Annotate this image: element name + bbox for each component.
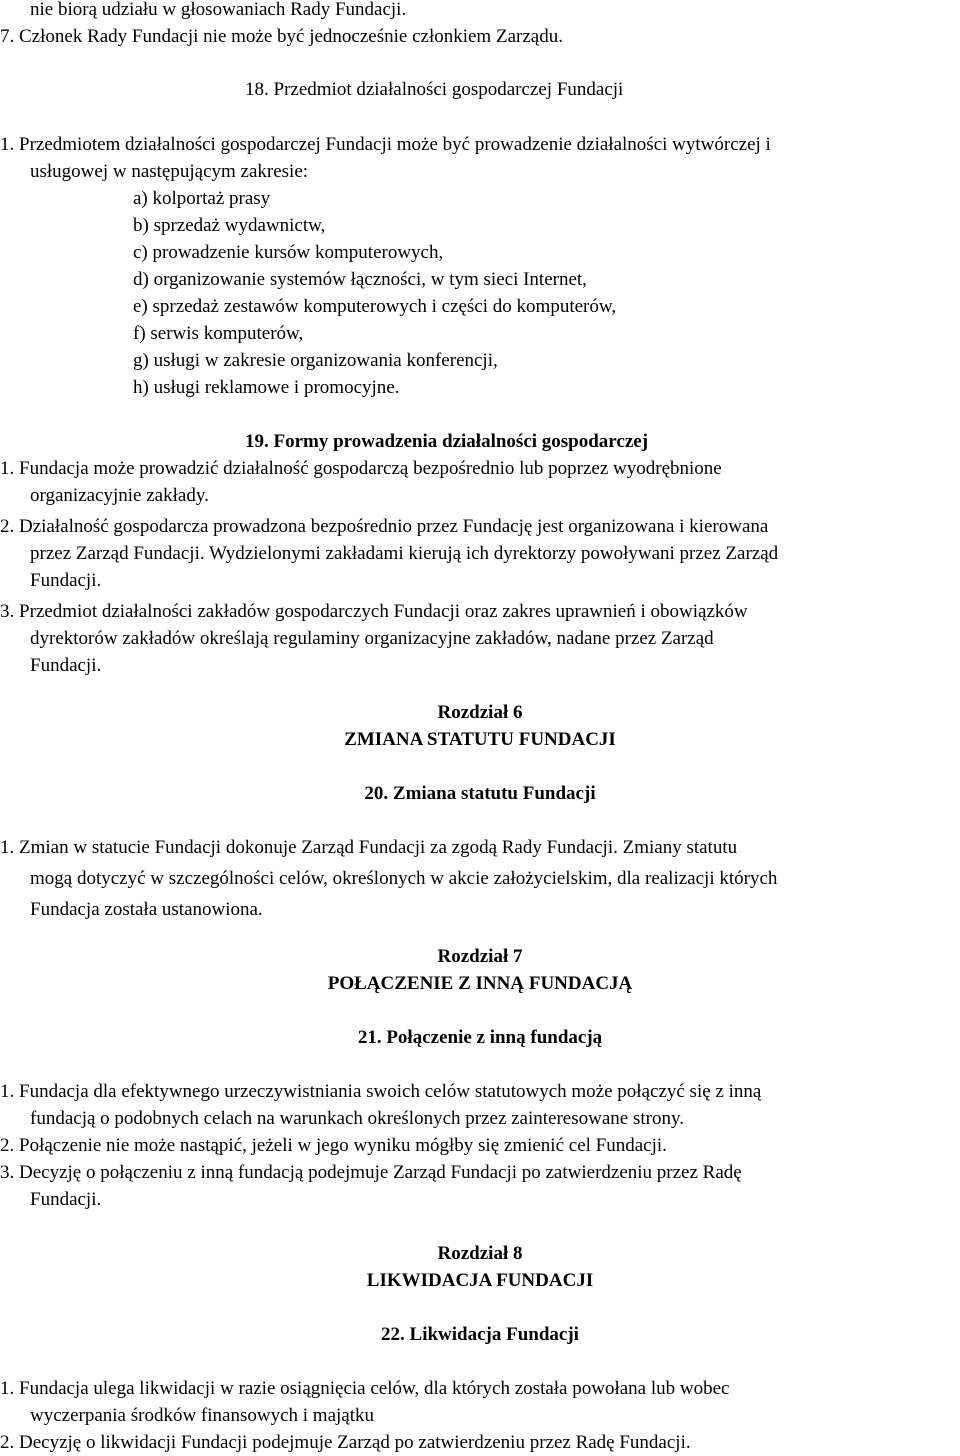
text-line: 3. Decyzję o połączeniu z inną fundacją podejmuje Zarząd Fundacji po zatwierdzeniu przez Radę [0,1162,742,1183]
text-line: 2. Decyzję o likwidacji Fundacji podejmuje Zarząd po zatwierdzeniu przez Radę Fundacji. [0,1432,691,1453]
section-19-body [0,455,960,676]
text-line: 1. Fundacja dla efektywnego urzeczywistniania swoich celów statutowych może połączyć się z inną [0,1081,762,1102]
text-line: mogą dotyczyć w szczególności celów, określonych w akcie założycielskim, dla realizacji których [30,868,778,889]
list-item: b) sprzedaż wydawnictw, [133,215,326,236]
section-20-body [0,834,960,920]
text-line: 2. Połączenie nie może nastąpić, jeżeli w jego wyniku mógłby się zmienić cel Fundacji. [0,1135,667,1156]
text-line: Fundacji. [30,1189,102,1210]
section-22-body [0,1375,960,1456]
chapter-6-title: ZMIANA STATUTU FUNDACJI [344,729,616,750]
text-line: 1. Fundacja ulega likwidacji w razie osiągnięcia celów, dla których została powołana lub wobec [0,1378,730,1399]
text-line: wyczerpania środków finansowych i majątku [30,1405,375,1426]
text-line: 2. Działalność gospodarcza prowadzona bezpośrednio przez Fundację jest organizowana i kierowana [0,516,769,537]
chapter-8-title: LIKWIDACJA FUNDACJI [366,1270,594,1291]
text-line: 3. Przedmiot działalności zakładów gospodarczych Fundacji oraz zakres uprawnień i obowiązków [0,601,748,622]
section-21-body [0,1078,960,1213]
list-item: d) organizowanie systemów łączności, w tym sieci Internet, [133,269,587,290]
list-item: a) kolportaż prasy [133,188,271,209]
text-line: 7. Członek Rady Fundacji nie może być jednocześnie członkiem Zarządu. [0,26,563,47]
text-line: nie biorą udziału w głosowaniach Rady Fundacji. [30,0,407,20]
list-item: e) sprzedaż zestawów komputerowych i części do komputerów, [133,296,617,317]
section-heading-21: 21. Połączenie z inną fundacją [357,1027,603,1048]
chapter-7-label: Rozdział 7 [437,946,523,967]
section-heading-22: 22. Likwidacja Fundacji [381,1324,579,1345]
text-line: 1. Przedmiotem działalności gospodarczej Fundacji może być prowadzenie działalności wytwórczej i [0,134,771,155]
list-item: h) usługi reklamowe i promocyjne. [133,377,400,398]
section-18-body [0,131,960,401]
text-line: organizacyjnie zakłady. [30,485,209,506]
text-line: usługowej w następującym zakresie: [30,161,309,182]
text-line: dyrektorów zakładów określają regulaminy organizacyjne zakładów, nadane przez Zarząd [30,628,714,649]
text-line: Fundacja została ustanowiona. [30,899,263,920]
list-item: g) usługi w zakresie organizowania konferencji, [133,350,498,371]
chapter-7-title: POŁĄCZENIE Z INNĄ FUNDACJĄ [327,973,633,994]
list-item: f) serwis komputerów, [133,323,304,344]
text-line: przez Zarząd Fundacji. Wydzielonymi zakładami kierują ich dyrektorzy powoływani przez Zarząd [30,543,779,564]
section-heading-18: 18. Przedmiot działalności gospodarczej Fundacji [245,79,624,100]
chapter-8-label: Rozdział 8 [437,1243,523,1264]
text-line: Fundacji. [30,570,102,591]
chapter-6-label: Rozdział 6 [437,702,523,723]
text-line: fundacją o podobnych celach na warunkach określonych przez zainteresowane strony. [30,1108,684,1129]
section-heading-19: 19. Formy prowadzenia działalności gospodarczej [245,431,649,452]
section-heading-20: 20. Zmiana statutu Fundacji [364,783,596,804]
top-continuation [0,0,960,50]
text-line: 1. Fundacja może prowadzić działalność gospodarczą bezpośrednio lub poprzez wyodrębnione [0,458,722,479]
list-item: c) prowadzenie kursów komputerowych, [133,242,444,263]
text-line: 1. Zmian w statucie Fundacji dokonuje Zarząd Fundacji za zgodą Rady Fundacji. Zmiany statutu [0,837,738,858]
text-line: Fundacji. [30,655,102,676]
